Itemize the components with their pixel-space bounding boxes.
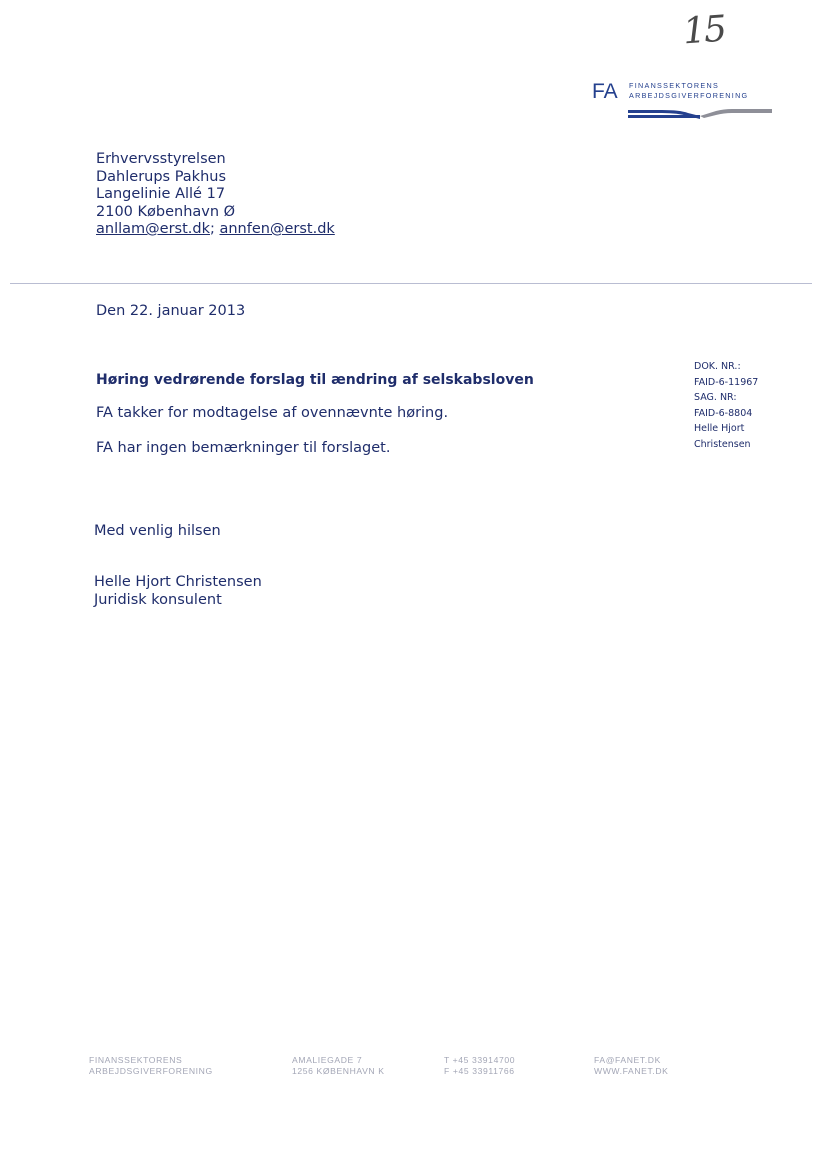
fa-logo <box>590 78 780 124</box>
dok-label: DOK. NR.: <box>694 361 741 372</box>
footer-web[interactable]: WWW.FANET.DK <box>594 1066 669 1076</box>
recipient-street: Langelinie Allé 17 <box>96 186 226 202</box>
letter-subject: Høring vedrørende forslag til ændring af selskabsloven <box>96 372 534 388</box>
recipient-emails <box>96 221 335 239</box>
dok-value: FAID-6-11967 <box>694 376 759 388</box>
signature-name: Helle Hjort Christensen <box>94 574 262 590</box>
footer-address <box>292 1055 385 1077</box>
recipient-name: Erhvervsstyrelsen <box>96 151 226 167</box>
recipient-address <box>96 151 335 239</box>
footer-phone: T +45 33914700 <box>444 1055 516 1065</box>
logo-abbr: FA <box>592 80 618 103</box>
sag-value: FAID-6-8804 <box>694 407 753 419</box>
footer-addr-line2: 1256 KØBENHAVN K <box>292 1066 385 1076</box>
sag-label: SAG. NR: <box>694 392 737 403</box>
handwritten-page-number: 15 <box>681 8 727 53</box>
footer-organization <box>89 1055 213 1077</box>
recipient-email-2[interactable]: annfen@erst.dk <box>219 221 335 237</box>
contact-line-1: Helle Hjort <box>694 423 745 434</box>
footer-addr-line1: AMALIEGADE 7 <box>292 1055 363 1065</box>
body-paragraph-2: FA har ingen bemærkninger til forslaget. <box>96 440 391 456</box>
contact-line-2: Christensen <box>694 438 751 450</box>
closing-greeting: Med venlig hilsen <box>94 523 221 539</box>
logo-line2: ARBEJDSGIVERFORENING <box>629 91 749 100</box>
reference-block <box>694 359 758 452</box>
signature-title: Juridisk konsulent <box>94 592 222 608</box>
footer-fax: F +45 33911766 <box>444 1066 515 1076</box>
footer-phone-fax <box>444 1055 515 1077</box>
recipient-email-1[interactable]: anllam@erst.dk <box>96 221 210 237</box>
footer-org-line2: ARBEJDSGIVERFORENING <box>89 1066 213 1076</box>
footer-org-line1: FINANSSEKTORENS <box>89 1055 183 1065</box>
body-paragraph-1: FA takker for modtagelse af ovennævnte høring. <box>96 405 449 421</box>
letter-date: Den 22. januar 2013 <box>96 303 246 319</box>
header-divider <box>10 283 812 284</box>
logo-line1: FINANSSEKTORENS <box>629 81 720 90</box>
logo-swoosh-icon <box>628 107 772 119</box>
recipient-building: Dahlerups Pakhus <box>96 168 227 185</box>
footer-email[interactable]: FA@FANET.DK <box>594 1055 661 1065</box>
recipient-city: 2100 København Ø <box>96 203 236 220</box>
footer-contact <box>594 1055 669 1077</box>
email-separator: ; <box>209 221 215 237</box>
